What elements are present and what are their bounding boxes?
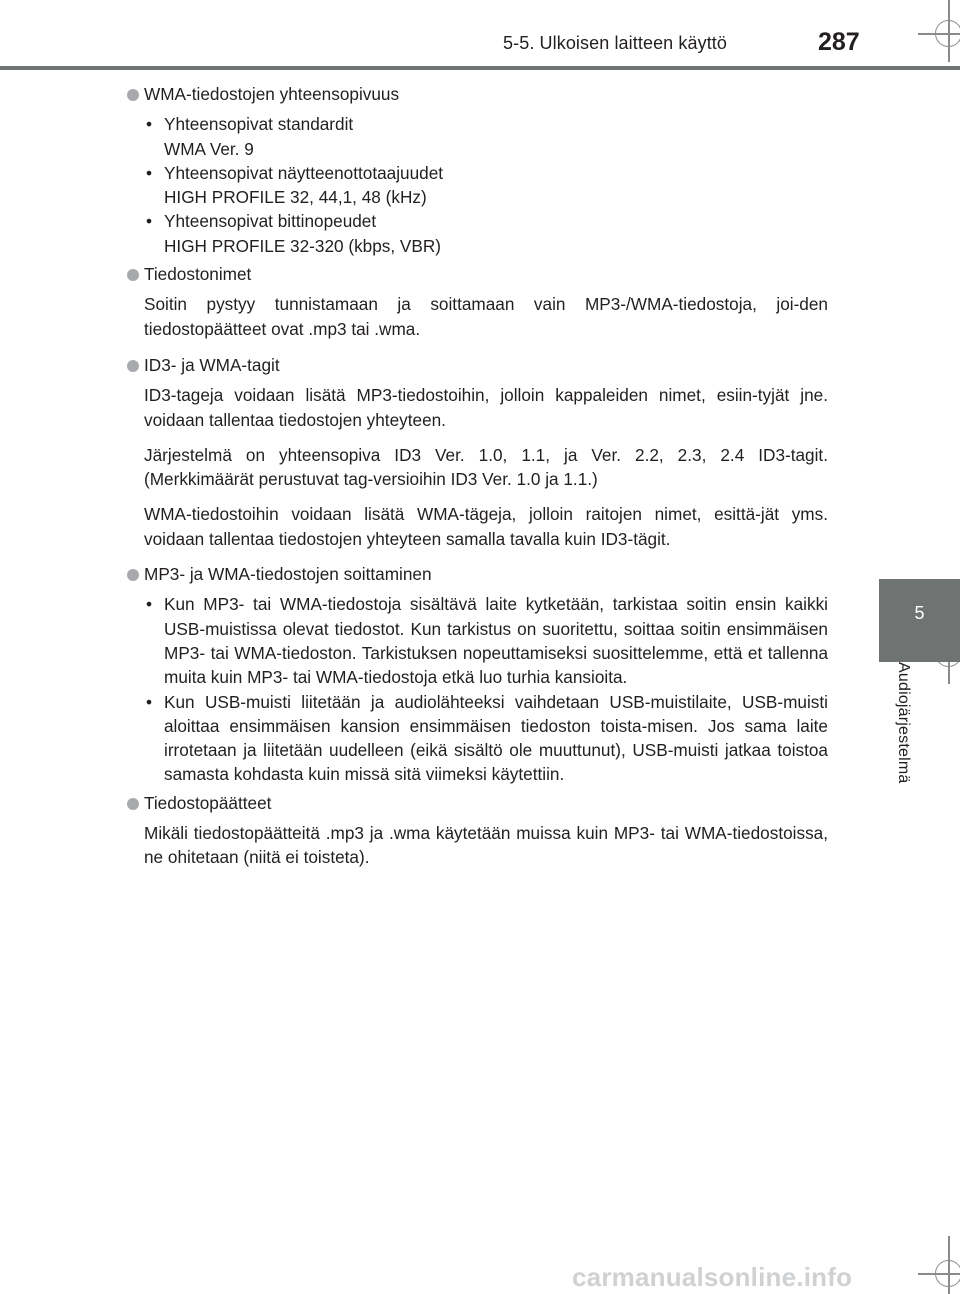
bullet-mark: • — [146, 211, 153, 232]
chapter-tab — [879, 579, 960, 662]
bullet-dot-icon — [127, 360, 139, 372]
heading-text: Tiedostonimet — [144, 264, 252, 285]
playback-list — [144, 592, 828, 786]
section-title: 5-5. Ulkoisen laitteen käyttö — [503, 33, 728, 53]
filenames-text: Soitin pystyy tunnistamaan ja soittamaan vain MP3-/WMA-tiedostoja, joi-den tiedostopäätteet ovat .mp3 tai .wma. — [144, 294, 828, 339]
list-item — [144, 112, 828, 161]
page-number: 287 — [818, 28, 860, 56]
list-item-text: Kun MP3- tai WMA-tiedostoja sisältävä laite kytketään, tarkistaa soitin ensin kaikki USB-muistissa olevat tiedostot. Kun tarkistus on suoritettu, soittaa soitin ensimmäisen MP3- tai WMA-tiedoston. Tarkistuksen nopeuttamiseksi suosittelemme, että et tallenna muita kuin MP3- tai WMA-tiedostoja etkä luo turhia kansioita. — [164, 594, 828, 688]
bullet-dot-icon — [127, 569, 139, 581]
extensions-text: Mikäli tiedostopäätteitä .mp3 ja .wma käytetään muissa kuin MP3- tai WMA-tiedostoissa, ne ohitetaan (niitä ei toisteta). — [144, 823, 828, 868]
list-item — [144, 161, 828, 210]
section-heading-tags — [126, 353, 828, 377]
bullet-mark: • — [146, 114, 153, 135]
spec-value: WMA Ver. 9 — [164, 138, 254, 159]
section-heading-wma — [126, 82, 828, 106]
crop-mark-bottom-circle — [935, 1260, 960, 1287]
tags-paragraph: WMA-tiedostoihin voidaan lisätä WMA-tägeja, jolloin raitojen nimet, esittä-jät yms. voidaan tallentaa tiedostojen yhteyteen samalla tavalla kuin ID3-tägit. — [144, 504, 828, 549]
spec-label: Yhteensopivat bittinopeudet — [164, 211, 377, 232]
bullet-mark: • — [146, 691, 153, 712]
spec-label: Yhteensopivat näytteenottotaajuudet — [164, 162, 444, 183]
section-heading-extensions — [126, 791, 828, 815]
spec-value: HIGH PROFILE 32-320 (kbps, VBR) — [164, 235, 441, 256]
list-item — [144, 690, 828, 787]
list-item — [144, 209, 828, 258]
bullet-dot-icon — [127, 89, 139, 101]
main-content — [126, 82, 828, 870]
bullet-dot-icon — [127, 798, 139, 810]
section-heading-filenames — [126, 262, 828, 286]
bullet-mark: • — [146, 594, 153, 615]
heading-text: MP3- ja WMA-tiedostojen soittaminen — [144, 564, 432, 585]
bullet-dot-icon — [127, 269, 139, 281]
watermark: carmanualsonline.info — [572, 1262, 853, 1292]
heading-text: Tiedostopäätteet — [144, 792, 272, 813]
heading-text: WMA-tiedostojen yhteensopivuus — [144, 84, 400, 104]
heading-text: ID3- ja WMA-tagit — [144, 354, 280, 375]
list-item-text: Kun USB-muisti liitetään ja audiolähteeksi vaihdetaan USB-muistilaite, USB-muisti aloittaa ensimmäisen kansion ensimmäisen tiedoston toista-misen. Jos sama laite irrotetaan ja liitetään uudelleen (eikä sisältö ole muuttunut), USB-muisti jatkaa toistoa samasta kohdasta kuin missä sitä viimeksi käytettiin. — [164, 691, 828, 785]
chapter-title: Audiojärjestelmä — [895, 662, 912, 784]
tags-paragraph: Järjestelmä on yhteensopiva ID3 Ver. 1.0, 1.1, ja Ver. 2.2, 2.3, 2.4 ID3-tagit. (Merkkimäärät perustuvat tag-versioihin ID3 Ver. 1.0 ja 1.1.) — [144, 444, 828, 490]
chapter-number: 5 — [914, 603, 925, 623]
bullet-mark: • — [146, 162, 153, 183]
spec-label: Yhteensopivat standardit — [164, 114, 354, 135]
spec-value: HIGH PROFILE 32, 44,1, 48 (kHz) — [164, 187, 427, 208]
wma-spec-list — [144, 112, 828, 258]
list-item — [144, 592, 828, 689]
header-divider — [0, 66, 960, 70]
tags-paragraph: ID3-tageja voidaan lisätä MP3-tiedostoihin, jolloin kappaleiden nimet, esiin-tyjät jne. voidaan tallentaa tiedostojen yhteyteen. — [144, 385, 828, 430]
crop-mark-top-circle — [935, 20, 960, 47]
section-heading-playback — [126, 562, 828, 586]
